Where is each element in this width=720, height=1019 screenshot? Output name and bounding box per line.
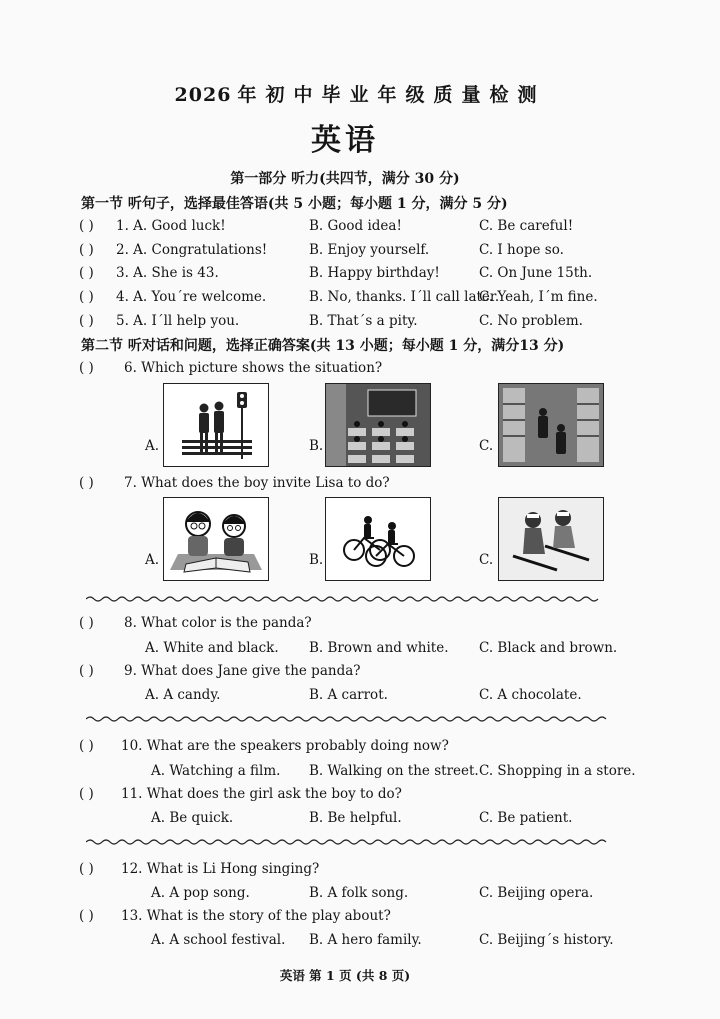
answer-blank[interactable]: ( )	[79, 663, 94, 679]
section-divider	[86, 837, 610, 847]
exam-title-text: 年初中毕业年级质量检测	[237, 84, 546, 106]
option-a: A. White and black.	[145, 640, 279, 656]
answer-blank[interactable]: ( )	[79, 615, 94, 631]
question-text: 6. Which picture shows the situation?	[124, 360, 383, 376]
answer-blank[interactable]: ( )	[79, 242, 94, 258]
crossing-street-picture[interactable]	[163, 383, 269, 467]
question-text: 11. What does the girl ask the boy to do?	[121, 786, 402, 802]
option-c: C. I hope so.	[479, 242, 564, 258]
option-a: 3. A. She is 43.	[116, 265, 219, 281]
option-c: C. A chocolate.	[479, 687, 582, 703]
section-divider	[86, 714, 610, 724]
question-text: 7. What does the boy invite Lisa to do?	[124, 475, 390, 491]
option-b: B. Be helpful.	[309, 810, 402, 826]
section-divider	[86, 594, 610, 604]
answer-blank[interactable]: ( )	[79, 786, 94, 802]
answer-blank[interactable]: ( )	[79, 289, 94, 305]
section1-heading: 第一节 听句子，选择最佳答语(共 5 小题；每小题 1 分，满分 5 分)	[81, 196, 508, 212]
option-c: C. On June 15th.	[479, 265, 593, 281]
question-text: 10. What are the speakers probably doing now?	[121, 738, 449, 754]
page-footer: 英语 第 1 页 (共 8 页)	[279, 968, 411, 983]
option-b: B. No, thanks. I´ll call later.	[309, 289, 500, 305]
option-b: B. A hero family.	[309, 932, 422, 948]
supermarket-picture[interactable]	[498, 383, 604, 467]
option-b: B. A folk song.	[309, 885, 409, 901]
option-a: A. A school festival.	[151, 932, 286, 948]
option-a: 5. A. I´ll help you.	[116, 313, 240, 329]
question-text: 13. What is the story of the play about?	[121, 908, 391, 924]
exam-title	[0, 80, 720, 107]
picture-label-a: A.	[145, 552, 160, 568]
option-a: 2. A. Congratulations!	[116, 242, 268, 258]
option-b: B. Happy birthday!	[309, 265, 440, 281]
picture-label-c: C.	[479, 552, 494, 568]
option-b: B. Enjoy yourself.	[309, 242, 430, 258]
skiing-picture[interactable]	[498, 497, 604, 581]
answer-blank[interactable]: ( )	[79, 908, 94, 924]
picture-label-b: B.	[309, 552, 324, 568]
option-a: A. A pop song.	[151, 885, 250, 901]
picture-label-c: C.	[479, 438, 494, 454]
option-b: B. Brown and white.	[309, 640, 449, 656]
option-b: B. Walking on the street.	[309, 763, 479, 779]
option-c: C. Beijing opera.	[479, 885, 594, 901]
option-a: 4. A. You´re welcome.	[116, 289, 267, 305]
cycling-picture[interactable]	[325, 497, 431, 581]
picture-label-a: A.	[145, 438, 160, 454]
option-c: C. Shopping in a store.	[479, 763, 636, 779]
question-text: 12. What is Li Hong singing?	[121, 861, 320, 877]
option-c: C. Be careful!	[479, 218, 574, 234]
answer-blank[interactable]: ( )	[79, 861, 94, 877]
subject-title: 英语	[311, 123, 379, 158]
reading-together-picture[interactable]	[163, 497, 269, 581]
question-text: 9. What does Jane give the panda?	[124, 663, 361, 679]
part1-heading: 第一部分 听力(共四节，满分 30 分)	[230, 171, 460, 187]
answer-blank[interactable]: ( )	[79, 475, 94, 491]
answer-blank[interactable]: ( )	[79, 265, 94, 281]
option-a: 1. A. Good luck!	[116, 218, 226, 234]
option-a: A. A candy.	[145, 687, 221, 703]
option-c: C. Be patient.	[479, 810, 573, 826]
option-a: A. Be quick.	[151, 810, 234, 826]
answer-blank[interactable]: ( )	[79, 360, 94, 376]
option-c: C. Yeah, I´m fine.	[479, 289, 598, 305]
exam-year: 2026	[174, 84, 232, 106]
option-b: B. Good idea!	[309, 218, 402, 234]
option-c: C. Beijing´s history.	[479, 932, 614, 948]
answer-blank[interactable]: ( )	[79, 218, 94, 234]
answer-blank[interactable]: ( )	[79, 738, 94, 754]
option-a: A. Watching a film.	[151, 763, 281, 779]
option-c: C. Black and brown.	[479, 640, 618, 656]
picture-label-b: B.	[309, 438, 324, 454]
option-b: B. That´s a pity.	[309, 313, 418, 329]
section2-heading: 第二节 听对话和问题，选择正确答案(共 13 小题；每小题 1 分，满分13 分)	[81, 338, 565, 354]
option-b: B. A carrot.	[309, 687, 388, 703]
classroom-picture[interactable]	[325, 383, 431, 467]
question-text: 8. What color is the panda?	[124, 615, 312, 631]
option-c: C. No problem.	[479, 313, 583, 329]
answer-blank[interactable]: ( )	[79, 313, 94, 329]
